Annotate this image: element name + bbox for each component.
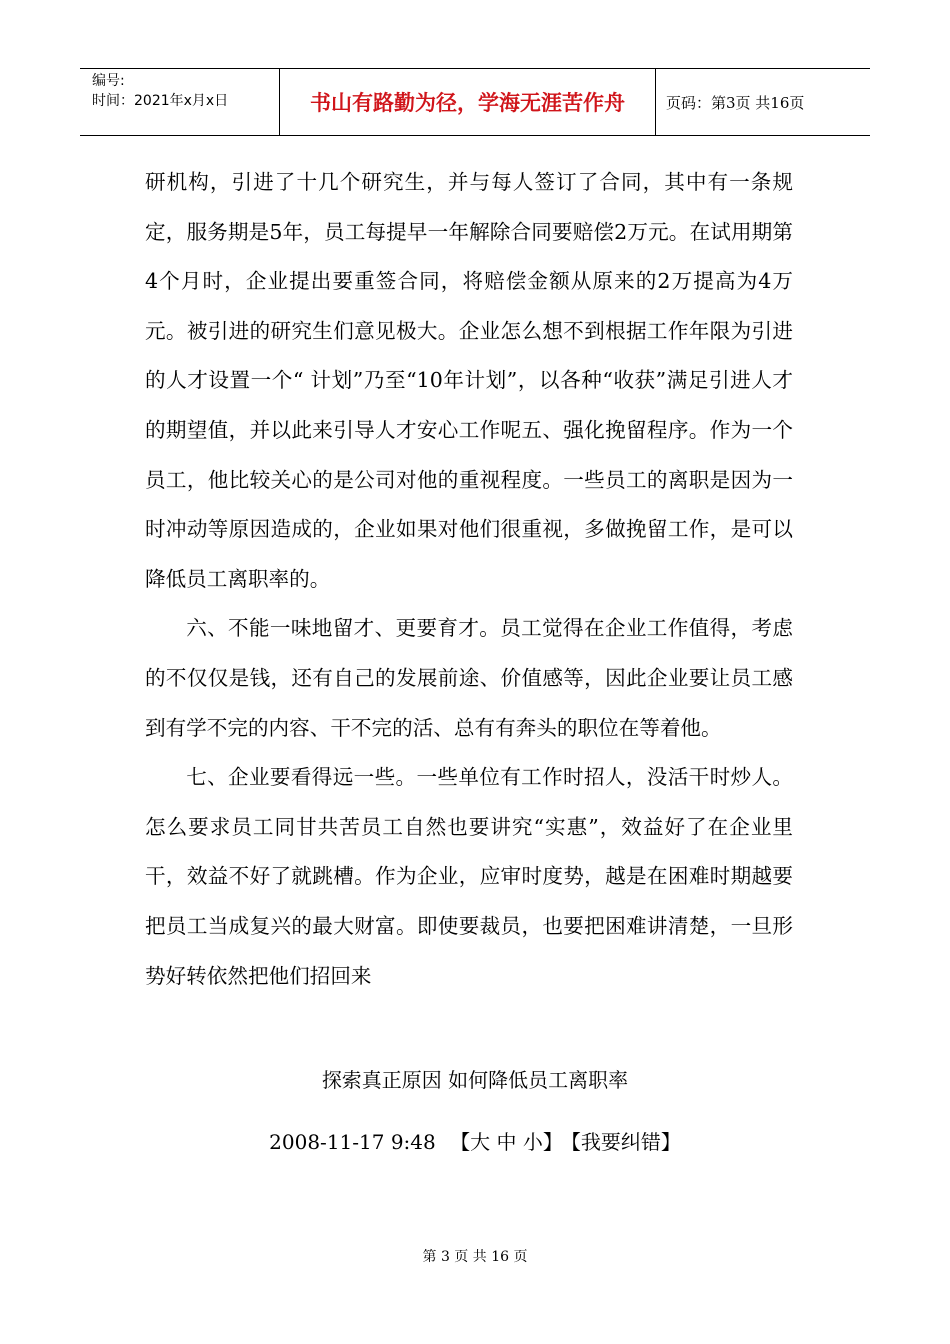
font-size-links[interactable]: 【大 中 小】	[450, 1130, 563, 1154]
page-footer: 第 3 页 共 16 页	[422, 1249, 528, 1265]
header-page-info: 页码：第3页 共16页	[666, 93, 805, 112]
article-title: 探索真正原因 如何降低员工离职率	[321, 1068, 629, 1092]
page-header	[80, 68, 870, 136]
article-date: 2008-11-17 9:48	[269, 1130, 436, 1154]
header-meta	[80, 69, 280, 135]
number-label: 编号:	[92, 73, 125, 89]
paragraph: 七、企业要看得远一些。一些单位有工作时招人，没活干时炒人。怎么要求员工同甘共苦员工自然也要讲究“实惠”，效益好了在企业里干，效益不好了就跳槽。作为企业，应审时度势，越是在困难时期越要把员工当成复兴的最大财富。即使要裁员，也要把困难讲清楚，一旦形势好转依然把他们招回来	[145, 765, 793, 988]
time-label: 时间：2021年x月x日	[92, 93, 229, 109]
header-motto: 书山有路勤为径，学海无涯苦作舟	[280, 69, 656, 135]
report-error-link[interactable]: 【我要纠错】	[570, 1130, 681, 1154]
paragraph: 研机构，引进了十几个研究生，并与每人签订了合同，其中有一条规定，服务期是5年，员工每提早一年解除合同要赔偿2万元。在试用期第4个月时，企业提出要重签合同，将赔偿金额从原来的2万提高为4万元。被引进的研究生们意见极大。企业怎么想不到根据工作年限为引进的人才设置一个“ 计划”乃至“10年计划”，以各种“收获”满足引进人才的期望值，并以此来引导人才安心工作呢五、强化挽留程序。作为一个员工，他比较关心的是公司对他的重视程度。一些员工的离职是因为一时冲动等原因造成的，企业如果对他们很重视，多做挽留工作，是可以降低员工离职率的。	[145, 170, 793, 591]
document-body	[145, 158, 793, 1001]
paragraph: 六、不能一味地留才、更要育才。员工觉得在企业工作值得，考虑的不仅仅是钱，还有自己的发展前途、价值感等，因此企业要让员工感到有学不完的内容、干不完的活、总有有奔头的职位在等着他。	[145, 616, 793, 740]
article-meta	[0, 1127, 950, 1157]
